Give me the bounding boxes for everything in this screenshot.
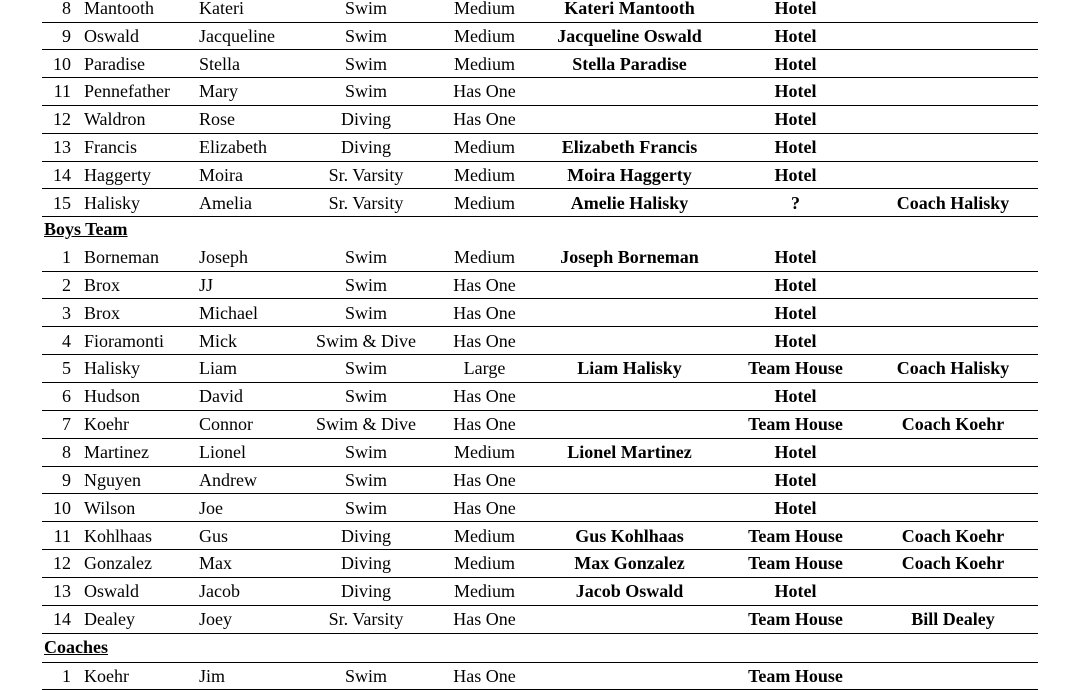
row-number-cell: 9 <box>62 469 71 490</box>
last-name-cell: Gonzalez <box>84 553 152 574</box>
transportation-cell <box>880 578 1026 604</box>
event-cell: Diving <box>340 525 391 546</box>
first-name-cell: Andrew <box>199 469 257 490</box>
first-name-cell: Gus <box>199 525 229 546</box>
name-on-item-cell: Elizabeth Francis <box>561 137 698 157</box>
suit-size-cell: Large <box>463 358 506 379</box>
event-cell: Swim <box>344 386 387 407</box>
table-row <box>42 51 1038 79</box>
transportation-cell <box>880 439 1026 465</box>
event-cell: Diving <box>340 553 391 574</box>
lodging-cell: Hotel <box>774 164 817 185</box>
table-row <box>42 162 1038 190</box>
transportation-cell <box>880 134 1026 160</box>
suit-size-cell: Has One <box>453 609 516 630</box>
name-on-item-cell: Jacob Oswald <box>575 581 684 602</box>
row-number-cell: 12 <box>53 109 71 130</box>
event-cell: Swim <box>344 247 387 267</box>
transportation-cell <box>880 162 1026 188</box>
table-row <box>42 190 1038 218</box>
name-on-item-cell: Gus Kohlhaas <box>575 525 684 546</box>
event-cell: Swim <box>344 302 387 323</box>
transportation-cell <box>880 0 1026 21</box>
first-name-cell: Joe <box>199 497 223 518</box>
first-name-cell: David <box>199 386 243 407</box>
row-number-cell: 2 <box>62 274 71 295</box>
last-name-cell: Waldron <box>84 109 146 130</box>
transportation-cell: Coach Koehr <box>901 553 1005 574</box>
last-name-cell: Hudson <box>84 386 141 407</box>
lodging-cell: Team House <box>748 358 843 379</box>
event-cell: Sr. Varsity <box>328 609 404 630</box>
event-cell: Swim <box>344 53 387 74</box>
lodging-cell: Hotel <box>774 497 817 518</box>
first-name-cell: Jim <box>199 666 226 686</box>
event-cell: Diving <box>340 137 391 157</box>
row-number-cell: 8 <box>62 441 71 462</box>
table-row <box>42 467 1038 495</box>
name-on-item-cell <box>542 467 717 493</box>
table-row <box>42 383 1038 411</box>
first-name-cell: Rose <box>199 109 235 130</box>
first-name-cell: Joey <box>199 609 232 630</box>
event-cell: Swim <box>344 0 387 18</box>
name-on-item-cell: Jacqueline Oswald <box>557 25 702 46</box>
lodging-cell: Hotel <box>774 469 817 490</box>
name-on-item-cell <box>542 106 717 132</box>
suit-size-cell: Medium <box>454 53 515 74</box>
transportation-cell: Coach Halisky <box>896 358 1010 379</box>
event-cell: Swim <box>344 274 387 295</box>
boys-team-heading: Boys Team <box>44 219 128 239</box>
last-name-cell: Paradise <box>84 53 145 74</box>
lodging-cell: Hotel <box>774 302 817 323</box>
table-row <box>42 23 1038 51</box>
suit-size-cell: Has One <box>453 497 516 518</box>
lodging-cell: Team House <box>748 666 843 686</box>
event-cell: Swim & Dive <box>315 330 416 351</box>
first-name-cell: Lionel <box>199 441 246 462</box>
name-on-item-cell: Amelie Halisky <box>570 192 689 213</box>
last-name-cell: Francis <box>84 137 137 157</box>
name-on-item-cell <box>542 411 717 437</box>
row-number-cell: 10 <box>53 497 71 518</box>
event-cell: Swim <box>344 469 387 490</box>
row-number-cell: 15 <box>53 192 71 213</box>
suit-size-cell: Has One <box>453 469 516 490</box>
row-number-cell: 13 <box>53 581 71 602</box>
suit-size-cell: Has One <box>453 274 516 295</box>
transportation-cell: Coach Koehr <box>901 414 1005 435</box>
last-name-cell: Koehr <box>84 666 129 686</box>
table-row <box>42 550 1038 578</box>
lodging-cell: Hotel <box>774 25 817 46</box>
row-number-cell: 10 <box>53 53 71 74</box>
table-row <box>42 106 1038 134</box>
table-row <box>42 606 1038 634</box>
transportation-cell: Bill Dealey <box>911 609 995 630</box>
row-number-cell: 11 <box>53 81 71 102</box>
last-name-cell: Fioramonti <box>84 330 164 351</box>
suit-size-cell: Medium <box>454 192 515 213</box>
transportation-cell <box>880 300 1026 326</box>
table-row <box>42 244 1038 272</box>
last-name-cell: Oswald <box>84 581 139 602</box>
last-name-cell: Haggerty <box>84 164 151 185</box>
name-on-item-cell: Lionel Martinez <box>567 441 692 462</box>
name-on-item-cell <box>542 663 717 689</box>
table-row <box>42 272 1038 300</box>
first-name-cell: Elizabeth <box>199 137 267 157</box>
suit-size-cell: Has One <box>453 666 516 686</box>
first-name-cell: Jacqueline <box>199 25 275 46</box>
event-cell: Diving <box>340 581 391 602</box>
suit-size-cell: Has One <box>453 330 516 351</box>
transportation-cell: Coach Halisky <box>896 192 1010 213</box>
row-number-cell: 12 <box>53 553 71 574</box>
last-name-cell: Koehr <box>84 414 129 435</box>
transportation-cell <box>880 383 1026 409</box>
transportation-cell <box>880 495 1026 521</box>
row-number-cell: 7 <box>62 414 71 435</box>
last-name-cell: Wilson <box>84 497 136 518</box>
table-row <box>42 300 1038 328</box>
lodging-cell: Hotel <box>774 0 817 18</box>
transportation-cell <box>880 51 1026 77</box>
lodging-cell: Hotel <box>774 386 817 407</box>
transportation-cell <box>880 467 1026 493</box>
transportation-cell: Coach Koehr <box>901 525 1005 546</box>
row-number-cell: 14 <box>53 609 71 630</box>
first-name-cell: Jacob <box>199 581 240 602</box>
suit-size-cell: Has One <box>453 109 516 130</box>
suit-size-cell: Medium <box>454 25 515 46</box>
name-on-item-cell: Joseph Borneman <box>560 247 699 267</box>
suit-size-cell: Has One <box>453 81 516 102</box>
lodging-cell: Team House <box>748 414 843 435</box>
last-name-cell: Mantooth <box>84 0 154 18</box>
event-cell: Swim <box>344 358 387 379</box>
lodging-cell: Hotel <box>774 330 817 351</box>
first-name-cell: Michael <box>199 302 258 323</box>
first-name-cell: Connor <box>199 414 253 435</box>
last-name-cell: Borneman <box>84 247 159 267</box>
row-number-cell: 3 <box>62 302 71 323</box>
event-cell: Sr. Varsity <box>328 192 404 213</box>
name-on-item-cell: Liam Halisky <box>577 358 682 379</box>
first-name-cell: Mary <box>199 81 238 102</box>
last-name-cell: Halisky <box>84 192 140 213</box>
table-row <box>42 523 1038 551</box>
name-on-item-cell <box>542 606 717 632</box>
name-on-item-cell <box>542 78 717 104</box>
row-number-cell: 14 <box>53 164 71 185</box>
suit-size-cell: Has One <box>453 386 516 407</box>
event-cell: Swim <box>344 25 387 46</box>
event-cell: Swim <box>344 441 387 462</box>
table-row <box>42 0 1038 23</box>
row-number-cell: 13 <box>53 137 71 157</box>
first-name-cell: Liam <box>199 358 237 379</box>
lodging-cell: Hotel <box>774 274 817 295</box>
event-cell: Swim <box>344 497 387 518</box>
coaches-heading: Coaches <box>44 637 108 657</box>
event-cell: Swim & Dive <box>315 414 416 435</box>
lodging-cell: Hotel <box>774 109 817 130</box>
lodging-cell: Hotel <box>774 81 817 102</box>
suit-size-cell: Medium <box>454 525 515 546</box>
first-name-cell: JJ <box>199 274 214 295</box>
suit-size-cell: Has One <box>453 414 516 435</box>
table-row <box>42 411 1038 439</box>
last-name-cell: Nguyen <box>84 469 141 490</box>
name-on-item-cell: Stella Paradise <box>572 53 687 74</box>
suit-size-cell: Medium <box>454 553 515 574</box>
transportation-cell <box>880 663 1026 689</box>
table-row <box>42 578 1038 606</box>
name-on-item-cell <box>542 383 717 409</box>
lodging-cell: Team House <box>748 525 843 546</box>
first-name-cell: Moira <box>199 164 243 185</box>
event-cell: Sr. Varsity <box>328 164 404 185</box>
first-name-cell: Stella <box>199 53 240 74</box>
suit-size-cell: Medium <box>454 0 515 18</box>
lodging-cell: Hotel <box>774 247 817 267</box>
row-number-cell: 9 <box>62 25 71 46</box>
table-row <box>42 328 1038 356</box>
last-name-cell: Brox <box>84 274 120 295</box>
lodging-cell: Team House <box>748 609 843 630</box>
row-number-cell: 1 <box>62 247 71 267</box>
suit-size-cell: Medium <box>454 441 515 462</box>
first-name-cell: Kateri <box>199 0 244 18</box>
event-cell: Diving <box>340 109 391 130</box>
lodging-cell: Hotel <box>774 441 817 462</box>
row-number-cell: 11 <box>53 525 71 546</box>
last-name-cell: Oswald <box>84 25 139 46</box>
last-name-cell: Dealey <box>84 609 135 630</box>
last-name-cell: Martinez <box>84 441 149 462</box>
table-row <box>42 355 1038 383</box>
name-on-item-cell <box>542 495 717 521</box>
last-name-cell: Halisky <box>84 358 140 379</box>
table-row <box>42 439 1038 467</box>
transportation-cell <box>880 23 1026 49</box>
first-name-cell: Amelia <box>199 192 252 213</box>
suit-size-cell: Has One <box>453 302 516 323</box>
first-name-cell: Joseph <box>199 247 248 267</box>
suit-size-cell: Medium <box>454 164 515 185</box>
event-cell: Swim <box>344 81 387 102</box>
suit-size-cell: Medium <box>454 137 515 157</box>
event-cell: Swim <box>344 666 387 686</box>
suit-size-cell: Medium <box>454 247 515 267</box>
table-row <box>42 134 1038 162</box>
table-row <box>42 78 1038 106</box>
name-on-item-cell: Max Gonzalez <box>574 553 685 574</box>
table-row <box>42 495 1038 523</box>
transportation-cell <box>880 106 1026 132</box>
table-row <box>42 662 1038 690</box>
transportation-cell <box>880 244 1026 270</box>
row-number-cell: 6 <box>62 386 71 407</box>
name-on-item-cell: Moira Haggerty <box>567 164 692 185</box>
row-number-cell: 8 <box>62 0 71 18</box>
first-name-cell: Max <box>199 553 232 574</box>
lodging-cell: Hotel <box>774 53 817 74</box>
name-on-item-cell <box>542 328 717 354</box>
row-number-cell: 1 <box>62 666 71 686</box>
name-on-item-cell <box>542 272 717 298</box>
last-name-cell: Brox <box>84 302 120 323</box>
suit-size-cell: Medium <box>454 581 515 602</box>
lodging-cell: ? <box>791 192 800 213</box>
lodging-cell: Team House <box>748 553 843 574</box>
name-on-item-cell <box>542 300 717 326</box>
transportation-cell <box>880 328 1026 354</box>
transportation-cell <box>880 272 1026 298</box>
row-number-cell: 5 <box>62 358 71 379</box>
lodging-cell: Hotel <box>774 581 817 602</box>
transportation-cell <box>880 78 1026 104</box>
last-name-cell: Kohlhaas <box>84 525 152 546</box>
row-number-cell: 4 <box>62 330 71 351</box>
first-name-cell: Mick <box>199 330 237 351</box>
last-name-cell: Pennefather <box>84 81 170 102</box>
name-on-item-cell: Kateri Mantooth <box>564 0 695 18</box>
lodging-cell: Hotel <box>774 137 817 157</box>
